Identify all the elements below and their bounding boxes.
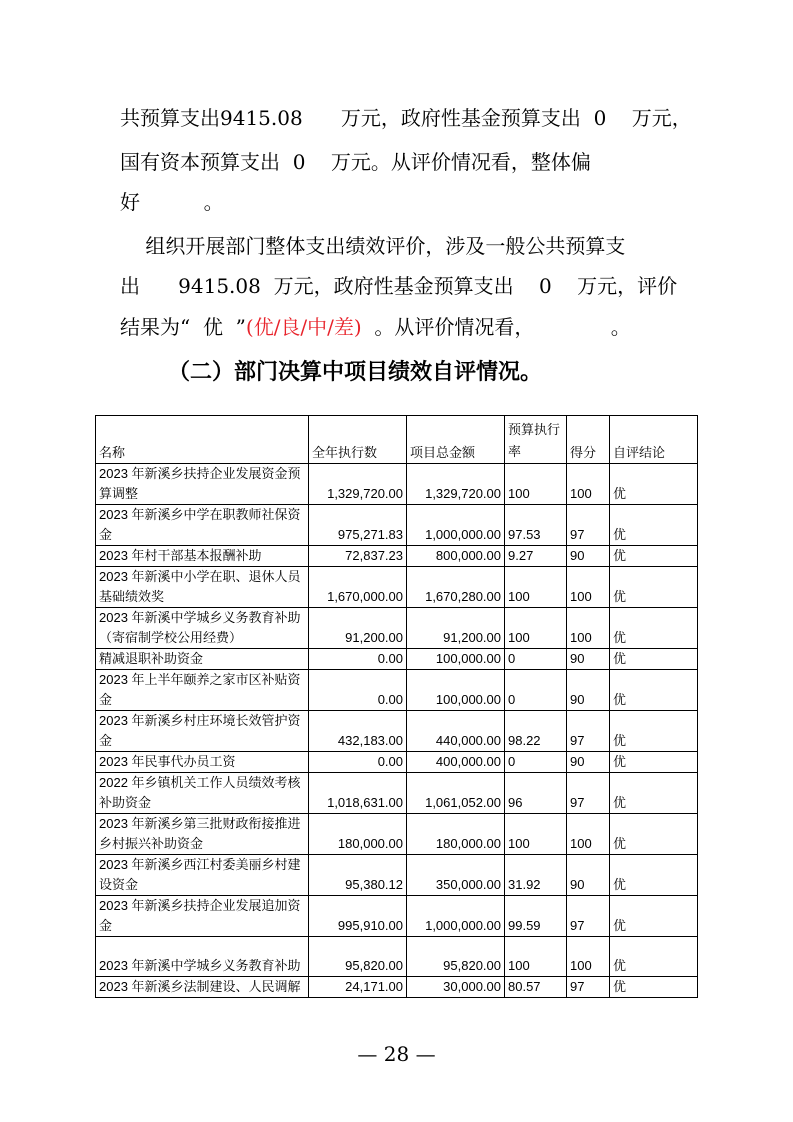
- cell-name: 2023 年上半年颐养之家市区补贴资金: [96, 670, 309, 711]
- table-row: [96, 546, 698, 567]
- cell-execution-rate: 0: [505, 670, 567, 711]
- cell-annual-executed: 72,837.23: [309, 546, 407, 567]
- cell-execution-rate: 9.27: [505, 546, 567, 567]
- cell-total-amount: 1,670,280.00: [407, 567, 505, 608]
- cell-conclusion: 优: [610, 855, 698, 896]
- cell-execution-rate: 100: [505, 814, 567, 855]
- cell-annual-executed: 975,271.83: [309, 505, 407, 546]
- cell-annual-executed: 95,820.00: [309, 937, 407, 977]
- cell-score: 100: [567, 567, 610, 608]
- cell-annual-executed: 0.00: [309, 649, 407, 670]
- cell-score: 97: [567, 711, 610, 752]
- cell-execution-rate: 0: [505, 649, 567, 670]
- cell-conclusion: 优: [610, 711, 698, 752]
- table-row: [96, 464, 698, 505]
- header-score: 得分: [567, 416, 610, 464]
- table-row: [96, 670, 698, 711]
- cell-total-amount: 400,000.00: [407, 752, 505, 773]
- paragraph-2-line-1: 组织开展部门整体支出绩效评价，涉及一般公共预算支: [120, 234, 626, 258]
- header-execution-rate: 预算执行率: [505, 416, 567, 464]
- cell-total-amount: 180,000.00: [407, 814, 505, 855]
- cell-conclusion: 优: [610, 814, 698, 855]
- paragraph-1-line-2: 国有资本预算支出 0 万元。从评价情况看，整体偏: [120, 150, 591, 174]
- cell-name: 2023 年新溪乡法制建设、人民调解: [96, 977, 309, 998]
- table-row: [96, 977, 698, 998]
- paragraph-1-line-3: 好 。: [120, 190, 224, 214]
- cell-execution-rate: 96: [505, 773, 567, 814]
- cell-conclusion: 优: [610, 567, 698, 608]
- table-row: [96, 814, 698, 855]
- cell-execution-rate: 100: [505, 937, 567, 977]
- cell-score: 97: [567, 896, 610, 937]
- cell-annual-executed: 91,200.00: [309, 608, 407, 649]
- cell-name: 2023 年民事代办员工资: [96, 752, 309, 773]
- evaluation-tail: 。从评价情况看， 。: [361, 315, 631, 339]
- cell-annual-executed: 1,329,720.00: [309, 464, 407, 505]
- cell-execution-rate: 98.22: [505, 711, 567, 752]
- table-row: [96, 567, 698, 608]
- cell-name: 2023 年新溪中学城乡义务教育补助: [96, 937, 309, 977]
- cell-name: 2023 年新溪中小学在职、退休人员基础绩效奖: [96, 567, 309, 608]
- cell-name: 精减退职补助资金: [96, 649, 309, 670]
- cell-total-amount: 95,820.00: [407, 937, 505, 977]
- table-row: [96, 855, 698, 896]
- header-conclusion: 自评结论: [610, 416, 698, 464]
- cell-execution-rate: 97.53: [505, 505, 567, 546]
- cell-execution-rate: 100: [505, 608, 567, 649]
- cell-conclusion: 优: [610, 546, 698, 567]
- table-row: [96, 505, 698, 546]
- cell-execution-rate: 80.57: [505, 977, 567, 998]
- header-name: 名称: [96, 416, 309, 464]
- cell-execution-rate: 0: [505, 752, 567, 773]
- cell-name: 2023 年新溪乡第三批财政衔接推进乡村振兴补助资金: [96, 814, 309, 855]
- rating-text: 结果为“ 优 ”: [120, 315, 246, 339]
- cell-conclusion: 优: [610, 464, 698, 505]
- paragraph-2-line-2: 出 9415.08 万元，政府性基金预算支出 0 万元，评价: [120, 274, 678, 298]
- cell-name: 2023 年新溪中学城乡义务教育补助（寄宿制学校公用经费）: [96, 608, 309, 649]
- cell-execution-rate: 99.59: [505, 896, 567, 937]
- cell-total-amount: 1,329,720.00: [407, 464, 505, 505]
- paragraph-1-line-1: 共预算支出9415.08 万元，政府性基金预算支出 0 万元，: [120, 106, 692, 130]
- cell-score: 100: [567, 937, 610, 977]
- cell-name: 2023 年新溪乡中学在职教师社保资金: [96, 505, 309, 546]
- table-row: [96, 937, 698, 977]
- cell-conclusion: 优: [610, 937, 698, 977]
- cell-total-amount: 1,061,052.00: [407, 773, 505, 814]
- cell-conclusion: 优: [610, 896, 698, 937]
- cell-execution-rate: 100: [505, 464, 567, 505]
- cell-score: 100: [567, 608, 610, 649]
- cell-name: 2022 年乡镇机关工作人员绩效考核补助资金: [96, 773, 309, 814]
- cell-score: 97: [567, 505, 610, 546]
- rating-options-hint: (优/良/中/差): [245, 315, 362, 339]
- cell-score: 90: [567, 855, 610, 896]
- cell-total-amount: 91,200.00: [407, 608, 505, 649]
- cell-conclusion: 优: [610, 773, 698, 814]
- cell-total-amount: 1,000,000.00: [407, 896, 505, 937]
- cell-score: 97: [567, 773, 610, 814]
- cell-score: 97: [567, 977, 610, 998]
- cell-conclusion: 优: [610, 505, 698, 546]
- cell-score: 90: [567, 649, 610, 670]
- cell-annual-executed: 24,171.00: [309, 977, 407, 998]
- cell-execution-rate: 100: [505, 567, 567, 608]
- cell-conclusion: 优: [610, 670, 698, 711]
- cell-score: 90: [567, 546, 610, 567]
- cell-total-amount: 30,000.00: [407, 977, 505, 998]
- cell-name: 2023 年新溪乡村庄环境长效管护资金: [96, 711, 309, 752]
- cell-annual-executed: 0.00: [309, 670, 407, 711]
- table-row: [96, 773, 698, 814]
- table-row: [96, 896, 698, 937]
- table-row: [96, 649, 698, 670]
- cell-annual-executed: 95,380.12: [309, 855, 407, 896]
- cell-total-amount: 100,000.00: [407, 649, 505, 670]
- cell-conclusion: 优: [610, 977, 698, 998]
- cell-annual-executed: 180,000.00: [309, 814, 407, 855]
- cell-annual-executed: 1,018,631.00: [309, 773, 407, 814]
- paragraph-2-line-3: [120, 315, 631, 339]
- cell-name: 2023 年村干部基本报酬补助: [96, 546, 309, 567]
- cell-score: 90: [567, 670, 610, 711]
- cell-conclusion: 优: [610, 752, 698, 773]
- cell-conclusion: 优: [610, 608, 698, 649]
- table-row: [96, 608, 698, 649]
- cell-conclusion: 优: [610, 649, 698, 670]
- table-row: [96, 752, 698, 773]
- cell-name: 2023 年新溪乡西江村委美丽乡村建设资金: [96, 855, 309, 896]
- cell-total-amount: 440,000.00: [407, 711, 505, 752]
- table-row: [96, 711, 698, 752]
- cell-name: 2023 年新溪乡扶持企业发展追加资金: [96, 896, 309, 937]
- header-annual-executed: 全年执行数: [309, 416, 407, 464]
- cell-total-amount: 1,000,000.00: [407, 505, 505, 546]
- cell-total-amount: 350,000.00: [407, 855, 505, 896]
- cell-annual-executed: 995,910.00: [309, 896, 407, 937]
- cell-annual-executed: 1,670,000.00: [309, 567, 407, 608]
- header-total-amount: 项目总金额: [407, 416, 505, 464]
- performance-table: [95, 415, 698, 998]
- cell-score: 90: [567, 752, 610, 773]
- cell-execution-rate: 31.92: [505, 855, 567, 896]
- table-header-row: [96, 416, 698, 464]
- cell-score: 100: [567, 814, 610, 855]
- cell-annual-executed: 0.00: [309, 752, 407, 773]
- cell-annual-executed: 432,183.00: [309, 711, 407, 752]
- cell-name: 2023 年新溪乡扶持企业发展资金预算调整: [96, 464, 309, 505]
- cell-score: 100: [567, 464, 610, 505]
- cell-total-amount: 100,000.00: [407, 670, 505, 711]
- page-number: — 28 —: [357, 1042, 436, 1066]
- cell-total-amount: 800,000.00: [407, 546, 505, 567]
- section-heading: （二）部门决算中项目绩效自评情况。: [168, 360, 543, 385]
